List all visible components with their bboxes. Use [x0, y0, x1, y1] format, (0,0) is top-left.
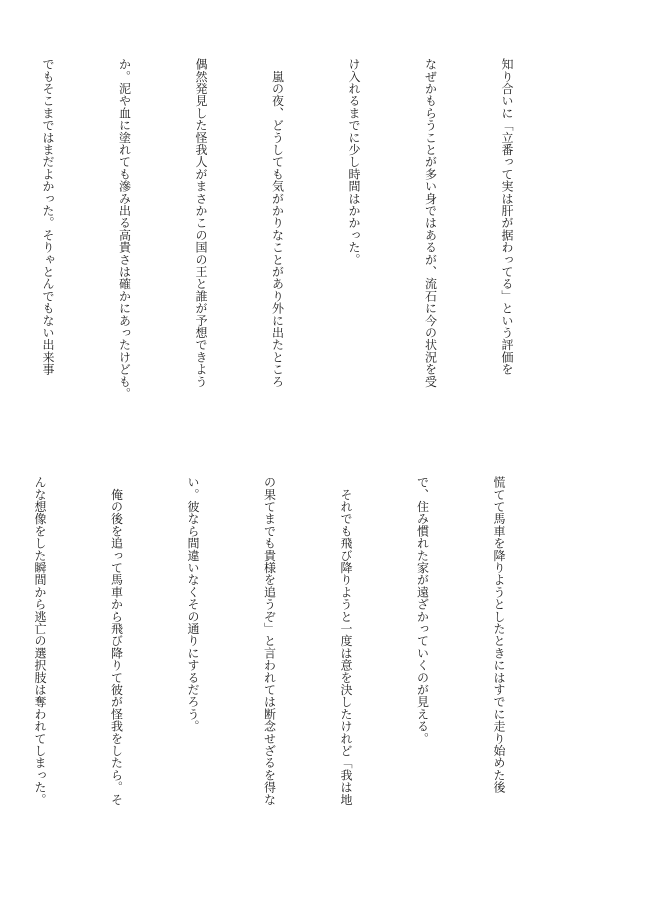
- upper-text-block: [41, 58, 570, 403]
- text-line: 慌てて馬車を降りようとしたときにはすでに走り始めた後: [492, 476, 506, 794]
- text-line: の果てまでも貴様を追うぞ」と言われては断念せざるを得な: [262, 476, 277, 806]
- text-line: で、住み慣れた家が遠ざかっていくのが見える。: [415, 476, 430, 745]
- text-line: なぜかもらうことが多い身ではあるが、流石に今の状況を受: [423, 58, 438, 388]
- text-line: い。彼なら間違いなくその通りにするだろう。: [186, 476, 200, 733]
- text-line: 偶然発見した怪我人がまさかこの国の王と誰が予想できよう: [194, 58, 208, 388]
- text-line: それでも飛び降りようと一度は意を決したけれど「我は地: [339, 476, 353, 806]
- text-line: か。泥や血に塗れても滲み出る高貴さは確かにあったけども。: [117, 58, 132, 400]
- text-line: 嵐の夜、どうしても気がかりなことがあり外に出たところ: [270, 58, 285, 388]
- text-line: 知り合いに「立番って実は肝が据わってる」という評価を: [500, 58, 514, 376]
- lower-text-block: [33, 476, 562, 831]
- text-line: んな想像をした瞬間から逃亡の選択肢は奪われてしまった。: [33, 476, 47, 806]
- text-line: け入れるまでに少し時間はかかった。: [347, 58, 361, 266]
- text-line: でもそこまではまだよかった。そりゃとんでもない出来事: [41, 58, 55, 376]
- text-line: 俺の後を追って馬車から飛び降りて彼が怪我をしたら。そ: [109, 476, 124, 806]
